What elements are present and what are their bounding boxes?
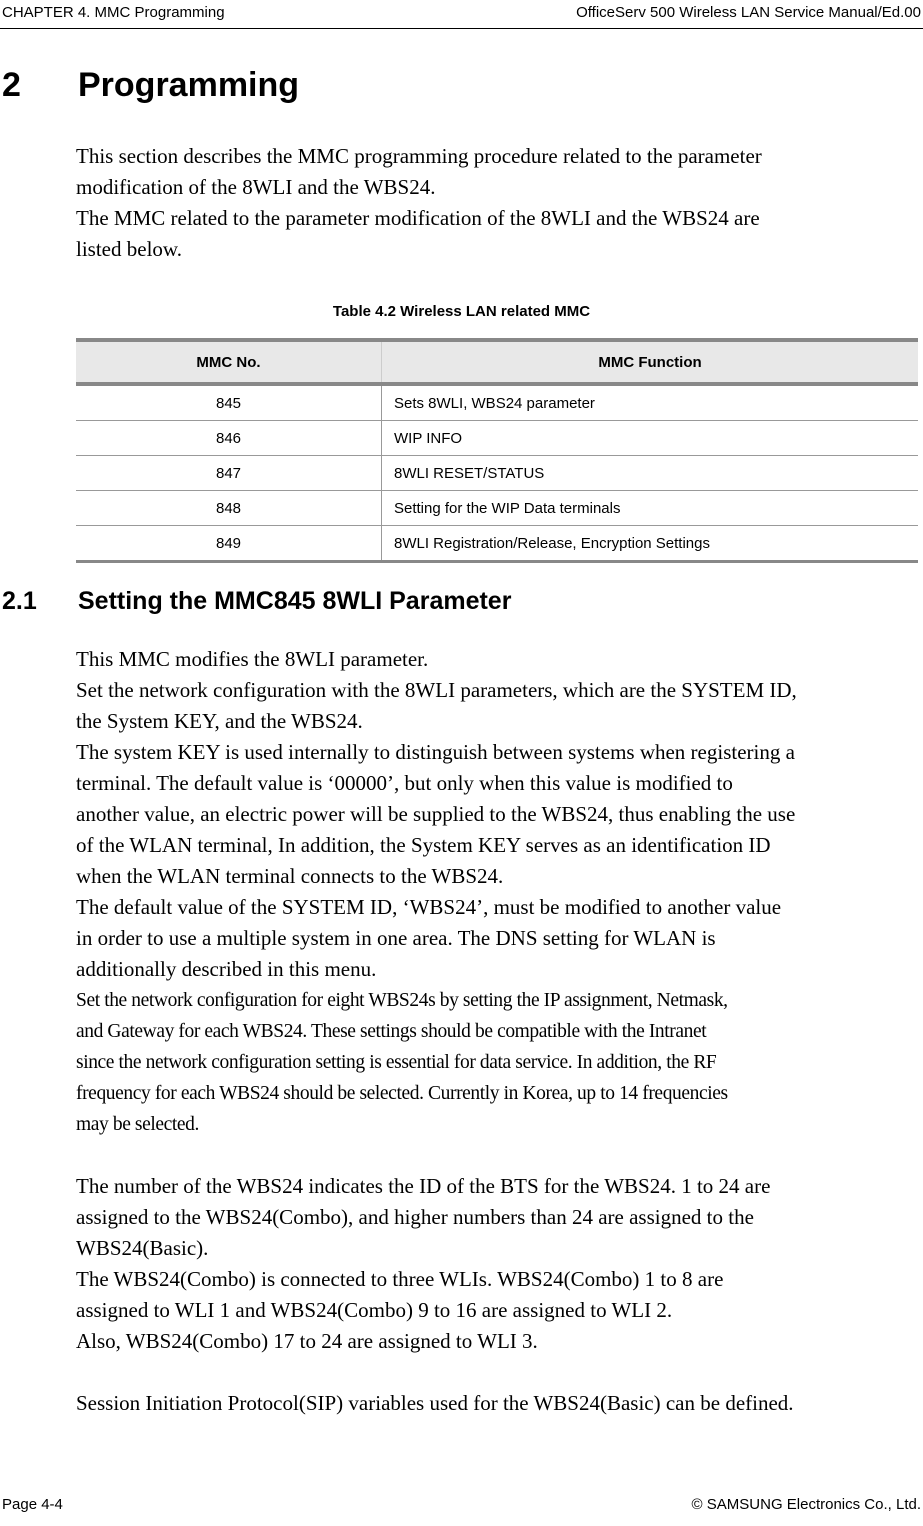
text-line: The system KEY is used internally to distinguish between systems when registering a <box>76 740 795 764</box>
text-line: assigned to the WBS24(Combo), and higher numbers than 24 are assigned to the <box>76 1205 754 1229</box>
mmc-function-cell: WIP INFO <box>382 421 919 456</box>
text-line: the System KEY, and the WBS24. <box>76 709 363 733</box>
text-line: This section describes the MMC programming procedure related to the parameter <box>76 144 762 168</box>
copyright: © SAMSUNG Electronics Co., Ltd. <box>691 1496 921 1513</box>
text-line: may be selected. <box>76 1114 199 1135</box>
mmc-function-cell: Sets 8WLI, WBS24 parameter <box>382 384 919 421</box>
page-header <box>0 2 923 29</box>
mmc-number-cell: 846 <box>76 421 382 456</box>
text-line: assigned to WLI 1 and WBS24(Combo) 9 to 16 are assigned to WLI 2. <box>76 1298 673 1322</box>
text-line: Set the network configuration for eight WBS24s by setting the IP assignment, Netmask, <box>76 990 728 1011</box>
text-line: The WBS24(Combo) is connected to three WLIs. WBS24(Combo) 1 to 8 are <box>76 1267 724 1291</box>
intro-paragraph <box>76 141 923 265</box>
table-row <box>76 491 918 526</box>
section-title: Programming <box>78 66 300 104</box>
mmc-number-cell: 849 <box>76 526 382 562</box>
text-line: This MMC modifies the 8WLI parameter. <box>76 647 429 671</box>
text-line: and Gateway for each WBS24. These settings should be compatible with the Intranet <box>76 1021 707 1042</box>
text-line: Also, WBS24(Combo) 17 to 24 are assigned to WLI 3. <box>76 1329 538 1353</box>
text-line: terminal. The default value is ‘00000’, but only when this value is modified to <box>76 771 733 795</box>
text-line: since the network configuration setting is essential for data service. In addition, the RF <box>76 1052 717 1073</box>
subsection-number: 2.1 <box>2 587 37 615</box>
text-line: Session Initiation Protocol(SIP) variables used for the WBS24(Basic) can be defined. <box>76 1391 794 1415</box>
mmc-table <box>76 338 918 563</box>
table-row <box>76 456 918 491</box>
text-line: listed below. <box>76 237 182 261</box>
text-line: The MMC related to the parameter modification of the 8WLI and the WBS24 are <box>76 206 760 230</box>
text-line: another value, an electric power will be supplied to the WBS24, thus enabling the use <box>76 802 796 826</box>
table-caption: Table 4.2 Wireless LAN related MMC <box>332 303 591 320</box>
mmc-number-cell: 848 <box>76 491 382 526</box>
page-footer <box>2 1496 921 1513</box>
column-header: MMC No. <box>76 340 382 384</box>
text-line: WBS24(Basic). <box>76 1236 209 1260</box>
text-line: The number of the WBS24 indicates the ID of the BTS for the WBS24. 1 to 24 are <box>76 1174 771 1198</box>
section-number: 2 <box>2 66 21 104</box>
section-heading <box>2 66 299 105</box>
table-row <box>76 421 918 456</box>
table-row <box>76 526 918 562</box>
text-line: of the WLAN terminal, In addition, the System KEY serves as an identification ID <box>76 833 771 857</box>
text-line: modification of the 8WLI and the WBS24. <box>76 175 436 199</box>
mmc-number-cell: 847 <box>76 456 382 491</box>
header-manual-title: OfficeServ 500 Wireless LAN Service Manual/Ed.00 <box>576 4 921 21</box>
page-number: Page 4-4 <box>2 1496 63 1513</box>
text-line: Set the network configuration with the 8WLI parameters, which are the SYSTEM ID, <box>76 678 797 702</box>
mmc-function-cell: 8WLI Registration/Release, Encryption Settings <box>382 526 919 562</box>
header-chapter: CHAPTER 4. MMC Programming <box>2 4 225 21</box>
mmc-number-cell: 845 <box>76 384 382 421</box>
subsection-title: Setting the MMC845 8WLI Parameter <box>78 587 512 615</box>
mmc-function-cell: 8WLI RESET/STATUS <box>382 456 919 491</box>
column-header: MMC Function <box>382 340 919 384</box>
mmc-function-cell: Setting for the WIP Data terminals <box>382 491 919 526</box>
text-line: when the WLAN terminal connects to the WBS24. <box>76 864 504 888</box>
text-line: The default value of the SYSTEM ID, ‘WBS24’, must be modified to another value <box>76 895 782 919</box>
subsection-heading <box>2 587 511 616</box>
table-row <box>76 384 918 421</box>
paragraph <box>76 644 923 1419</box>
text-line: frequency for each WBS24 should be selected. Currently in Korea, up to 14 frequencies <box>76 1083 728 1104</box>
text-line: in order to use a multiple system in one area. The DNS setting for WLAN is <box>76 926 716 950</box>
text-line: additionally described in this menu. <box>76 957 377 981</box>
